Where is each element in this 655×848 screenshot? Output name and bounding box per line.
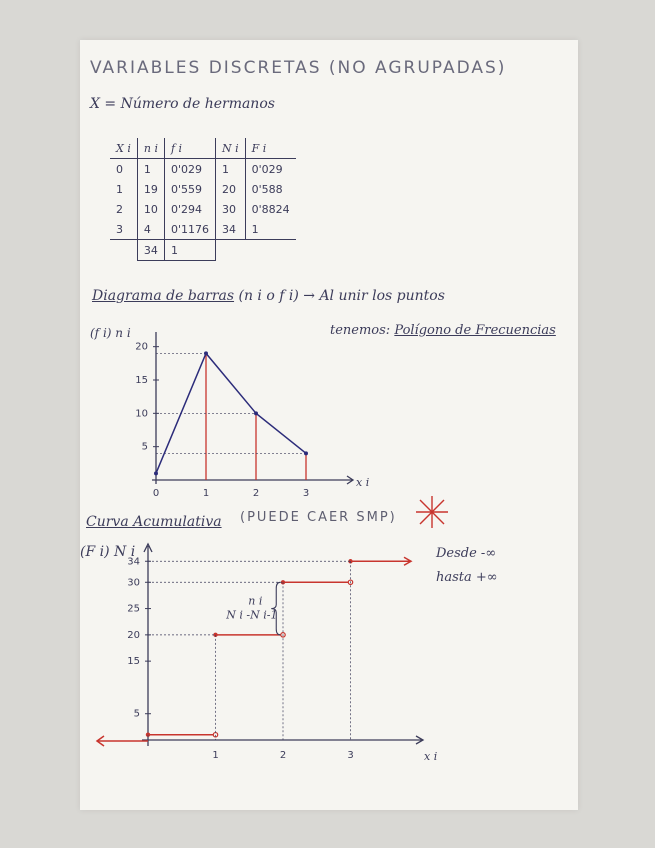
cell: 1 <box>245 219 296 240</box>
bars-y-axis-label: (f i) n i <box>90 326 131 340</box>
cell: 34 <box>216 219 246 240</box>
x-axis-label: x i <box>424 750 438 763</box>
y-tick-label: 34 <box>127 556 140 568</box>
brace-note-bottom: N i -N i-1 <box>226 608 278 622</box>
total-f: 1 <box>164 240 215 261</box>
variable-definition: X = Número de hermanos <box>90 96 275 112</box>
x-tick-label: 1 <box>202 488 210 499</box>
cell: 1 <box>216 159 246 180</box>
page-title: VARIABLES DISCRETAS (NO AGRUPADAS) <box>90 58 507 78</box>
cell: 1 <box>116 182 123 196</box>
cumulative-heading-rest: (PUEDE CAER SMP) <box>240 510 397 525</box>
x-tick-label: 3 <box>347 750 354 761</box>
col-header: X i <box>110 138 137 159</box>
cell: 30 <box>216 199 246 219</box>
col-header: n i <box>137 138 164 159</box>
cell: 10 <box>137 199 164 219</box>
col-header: N i <box>216 138 246 159</box>
polygon-note-prefix: tenemos: <box>330 323 391 338</box>
cumulative-y-axis-label: (F i) N i <box>80 544 136 560</box>
y-tick-label: 5 <box>141 441 148 453</box>
total-n: 34 <box>137 240 164 261</box>
cell: 0'588 <box>245 179 296 199</box>
x-tick-label: 0 <box>152 488 160 499</box>
y-tick-label: 15 <box>135 375 148 386</box>
y-tick-label: 10 <box>135 408 148 420</box>
y-tick-label: 20 <box>135 341 148 353</box>
cell: 0'8824 <box>245 199 296 219</box>
cell: 0 <box>116 162 123 176</box>
cumulative-curve-chart <box>80 40 578 810</box>
brace-note-top: n i <box>248 594 263 608</box>
y-tick-label: 5 <box>133 708 140 720</box>
cell: 20 <box>216 179 246 199</box>
cell: 0'1176 <box>164 219 215 240</box>
x-tick-label: 3 <box>302 488 310 499</box>
cumulative-heading: Curva Acumulativa <box>86 514 222 530</box>
cell: 0'294 <box>164 199 215 219</box>
cell: 2 <box>116 202 123 216</box>
cell: 0'029 <box>245 159 296 180</box>
y-tick-label: 30 <box>127 577 140 589</box>
cell: 3 <box>110 219 137 240</box>
x-tick-label: 2 <box>279 750 287 761</box>
y-tick-label: 15 <box>127 656 140 668</box>
polygon-note: Polígono de Frecuencias <box>394 323 556 338</box>
col-header: F i <box>245 138 296 159</box>
notebook-page <box>80 40 578 810</box>
bars-heading: Diagrama de barras <box>92 288 235 304</box>
x-axis-label: x i <box>356 476 370 489</box>
cell: 1 <box>137 159 164 180</box>
cell: 0'559 <box>164 179 215 199</box>
y-tick-label: 20 <box>127 629 140 641</box>
x-tick-label: 1 <box>212 750 219 761</box>
x-tick-label: 2 <box>252 488 260 499</box>
cell: 0'029 <box>164 159 215 180</box>
desde-note: Desde -∞ <box>436 546 497 561</box>
y-tick-label: 25 <box>127 603 140 615</box>
hasta-note: hasta +∞ <box>436 570 498 585</box>
cell: 19 <box>137 179 164 199</box>
col-header: f i <box>164 138 215 159</box>
cell: 4 <box>137 219 164 240</box>
bars-heading-rest: (n i o f i) → Al unir los puntos <box>238 288 445 304</box>
